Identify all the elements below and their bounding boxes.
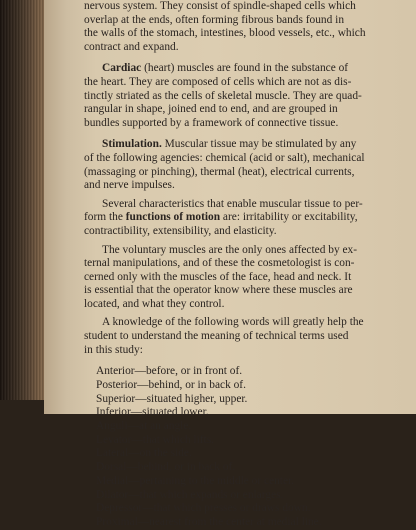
terms-list (96, 365, 406, 529)
text-line: A knowledge of the following words will greatly help the (102, 316, 364, 329)
term-item: Superior—situated higher, upper. (96, 392, 248, 405)
text-line: Cardiac (heart) muscles are found in the substance of (102, 62, 349, 75)
page-edges (0, 0, 48, 400)
paragraph-cardiac (84, 62, 406, 130)
text-line: rangular in shape, joined end to end, and are grouped in (84, 103, 338, 116)
term-item: Depressor—that which presses or draws down. (96, 502, 311, 515)
term-item: Levator—that which lifts. (96, 433, 214, 446)
text-line: Stimulation. Muscular tissue may be stimulated by any (102, 138, 357, 151)
term-item: Dilator—that which expands or enlarges. (96, 488, 284, 501)
text-line: form the functions of motion are: irritability or excitability, (84, 211, 358, 224)
text-line: is essential that the operator know where these muscles are (84, 284, 353, 297)
text-line: in this study: (84, 343, 143, 356)
page-text (84, 0, 406, 530)
text-line: overlap at the ends, often forming fibrous bands found in (84, 13, 345, 26)
paragraph-smooth-muscle (84, 0, 406, 54)
cardiac-heading: Cardiac (102, 62, 142, 75)
term-item: Lateral—on the side. (96, 447, 192, 460)
text-line: tinctly striated as the cells of skeletal muscle. They are quad- (84, 89, 362, 102)
term-item: Posterior—behind, or in back of. (96, 378, 246, 391)
text-line: the heart. They are composed of cells which are not as dis- (84, 75, 352, 88)
paragraph-characteristics (84, 198, 406, 239)
book-page (44, 0, 416, 528)
text-line: student to understand the meaning of technical terms used (84, 330, 349, 343)
text-line: of the following agencies: chemical (acid or salt), mechanical (84, 151, 365, 164)
text-line: located, and what they control. (84, 297, 225, 310)
text-line: nervous system. They consist of spindle-shaped cells which (84, 0, 356, 12)
text-line: bundles supported by a framework of connective tissue. (84, 116, 339, 129)
term-item: Medial—pertaining to the middle or center. (96, 474, 295, 487)
text-line: contract and expand. (84, 40, 179, 53)
term-item: Anguli—at an angle. (96, 420, 192, 433)
paragraph-stimulation (84, 138, 406, 192)
text-line: The voluntary muscles are the only ones affected by ex- (102, 243, 358, 256)
stimulation-heading: Stimulation. (102, 138, 162, 151)
term-item: Proximal—nearest from the center at medial line. (96, 515, 322, 528)
term-item: Inferior—situated lower. (96, 406, 209, 419)
term-item: Anterior—before, or in front of. (96, 365, 243, 378)
text-line: (massaging or pinching), thermal (heat), electrical currents, (84, 165, 355, 178)
text-line: contractibility, extensibility, and elasticity. (84, 224, 277, 237)
text-line: and nerve impulses. (84, 179, 175, 192)
text-line: the walls of the stomach, intestines, blood vessels, etc., which (84, 27, 366, 40)
paragraph-voluntary (84, 244, 406, 312)
text-line: cerned only with the muscles of the face, head and neck. It (84, 270, 352, 283)
text-line: ternal manipulations, and of these the cosmetologist is con- (84, 257, 355, 270)
functions-of-motion-term: functions of motion (125, 211, 221, 224)
paragraph-knowledge (84, 316, 406, 357)
term-item: Dorsal—behind, or in back of. (96, 461, 236, 474)
text-line: Several characteristics that enable muscular tissue to per- (102, 197, 363, 210)
